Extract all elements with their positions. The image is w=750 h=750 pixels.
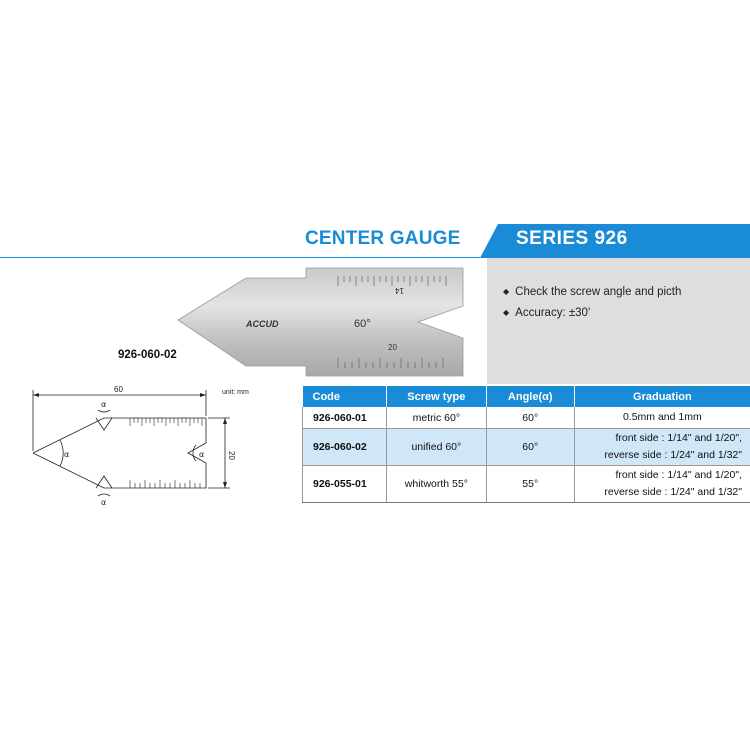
length-dimension: 60: [114, 385, 123, 394]
table-header-row: [303, 386, 750, 407]
cell-angle: 55°: [486, 466, 574, 503]
cell-screw-type: unified 60°: [386, 429, 486, 466]
cell-code: 926-060-02: [303, 429, 387, 466]
column-header-code: Code: [303, 386, 387, 407]
scale-bottom-number: 20: [388, 343, 397, 352]
cell-angle: 60°: [486, 429, 574, 466]
cell-screw-type: whitworth 55°: [386, 466, 486, 503]
column-header-angle: Angle(α): [486, 386, 574, 407]
cell-graduation: 0.5mm and 1mm: [574, 407, 750, 429]
page-title: CENTER GAUGE: [305, 228, 461, 249]
angle-symbol-right: α: [199, 450, 205, 459]
feature-panel: [487, 258, 750, 384]
cell-graduation: front side : 1/14" and 1/20", reverse side : 1/24" and 1/32": [574, 429, 750, 466]
cell-code: 926-060-01: [303, 407, 387, 429]
model-label: 926-060-02: [118, 349, 177, 361]
angle-symbol-top: α: [101, 400, 107, 409]
unit-label: unit: mm: [222, 389, 249, 396]
cell-code: 926-055-01: [303, 466, 387, 503]
column-header-screw-type: Screw type: [386, 386, 486, 407]
feature-item: ◆ Check the screw angle and picth: [503, 286, 682, 298]
technical-drawing: [20, 385, 280, 507]
diamond-bullet-icon: ◆: [503, 287, 510, 296]
feature-item: ◆ Accuracy: ±30': [503, 307, 591, 319]
spec-table: [302, 386, 750, 503]
diamond-bullet-icon: ◆: [503, 308, 510, 317]
height-dimension: 20: [227, 451, 236, 460]
column-header-graduation: Graduation: [574, 386, 750, 407]
table-row: [303, 429, 750, 466]
angle-symbol-left: α: [64, 450, 70, 459]
angle-symbol-bottom: α: [101, 498, 107, 507]
table-row: [303, 466, 750, 503]
angle-engraving: 60°: [354, 318, 371, 330]
series-label: SERIES 926: [516, 228, 628, 249]
table-row: [303, 407, 750, 429]
product-photo: [178, 268, 463, 378]
cell-screw-type: metric 60°: [386, 407, 486, 429]
brand-engraving: ACCUD: [246, 319, 279, 329]
cell-graduation: front side : 1/14" and 1/20", reverse side : 1/24" and 1/32": [574, 466, 750, 503]
cell-angle: 60°: [486, 407, 574, 429]
scale-top-number: 14: [395, 286, 404, 295]
